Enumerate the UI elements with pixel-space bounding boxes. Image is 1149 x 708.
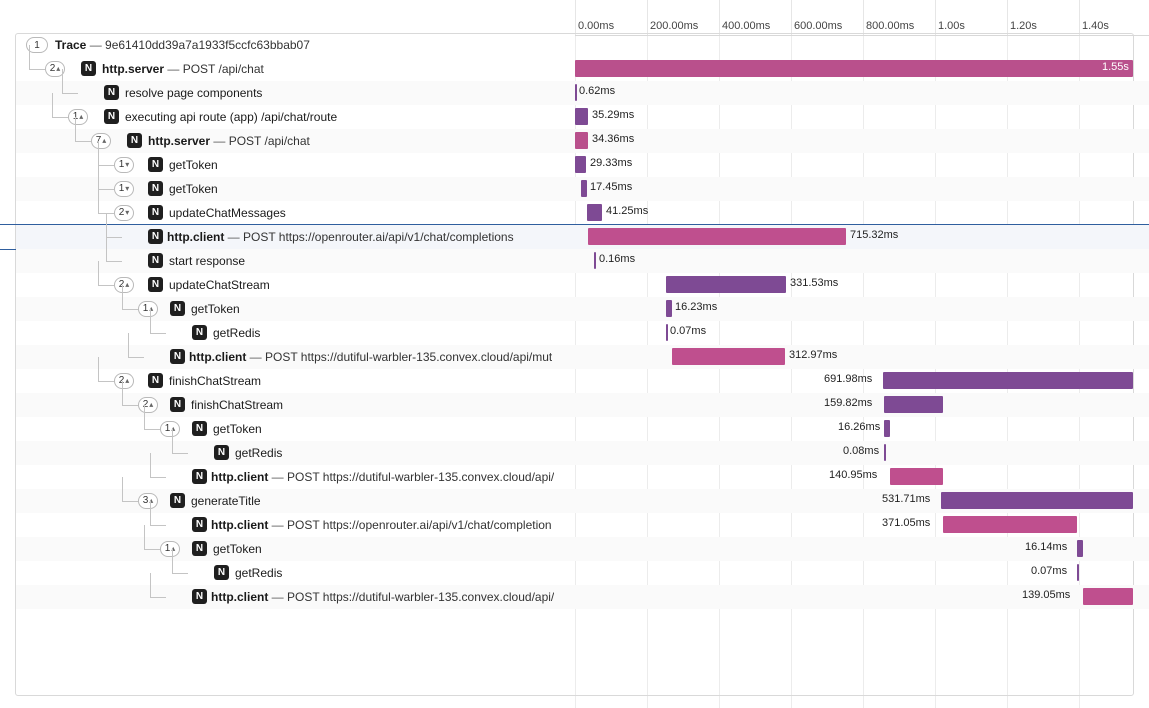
nextjs-service-icon: N	[214, 445, 229, 460]
span-separator: —	[246, 350, 265, 364]
span-label-text	[169, 374, 261, 388]
span-title: http.server	[148, 134, 211, 148]
ruler-tick-label: 800.00ms	[866, 20, 915, 32]
span-label	[0, 417, 575, 441]
ruler-tick-label: 1.40s	[1082, 20, 1109, 32]
row-timeline-background	[575, 177, 1149, 201]
child-count-label: 7	[95, 135, 102, 146]
nextjs-service-icon: N	[170, 301, 185, 316]
table-row[interactable]	[0, 57, 1149, 81]
span-label-text	[211, 518, 552, 532]
row-timeline-background	[575, 81, 1149, 105]
child-count-label: 2	[118, 279, 125, 290]
span-label	[0, 489, 575, 513]
span-duration-bar[interactable]	[594, 252, 596, 269]
span-duration-bar[interactable]	[672, 348, 785, 365]
row-timeline-background	[575, 345, 1149, 369]
table-row[interactable]	[0, 81, 1149, 105]
span-subtitle: POST https://dutiful-warbler-135.convex.cloud/api/	[287, 590, 555, 604]
span-label-text	[191, 302, 240, 316]
span-subtitle: POST /api/chat	[182, 62, 264, 76]
nextjs-service-icon: N	[148, 253, 163, 268]
span-label	[0, 177, 575, 201]
span-title: http.client	[167, 230, 225, 244]
span-duration-bar[interactable]	[941, 492, 1133, 509]
table-row[interactable]	[0, 225, 1149, 249]
span-duration-bar[interactable]	[575, 84, 577, 101]
span-duration-label: 1.55s	[1102, 61, 1129, 73]
row-timeline-background	[575, 321, 1149, 345]
span-label-text	[167, 230, 514, 244]
ruler-tick-label: 0.00ms	[578, 20, 615, 32]
span-duration-label: 29.33ms	[590, 157, 633, 169]
nextjs-service-icon: N	[170, 349, 185, 364]
chevron-up-icon: ▴	[171, 544, 176, 553]
span-duration-label: 34.36ms	[592, 133, 635, 145]
table-row[interactable]	[0, 369, 1149, 393]
span-duration-bar[interactable]	[884, 444, 886, 461]
span-duration-label: 16.26ms	[838, 421, 881, 433]
span-subtitle: POST https://openrouter.ai/api/v1/chat/completions	[243, 230, 514, 244]
span-duration-bar[interactable]	[1083, 588, 1133, 605]
nextjs-service-icon: N	[148, 181, 163, 196]
span-label	[0, 321, 575, 345]
span-duration-label: 139.05ms	[1022, 589, 1071, 601]
nextjs-service-icon: N	[127, 133, 142, 148]
child-count-label: 1	[164, 543, 171, 554]
chevron-up-icon: ▴	[171, 424, 176, 433]
span-label	[0, 201, 575, 225]
table-row[interactable]	[0, 561, 1149, 585]
span-title: getToken	[191, 302, 240, 316]
child-count-label: 2	[118, 207, 125, 218]
nextjs-service-icon: N	[214, 565, 229, 580]
row-timeline-background	[575, 105, 1149, 129]
table-row[interactable]	[0, 321, 1149, 345]
span-label	[0, 465, 575, 489]
span-duration-bar[interactable]	[575, 60, 1133, 77]
span-title: getToken	[169, 158, 218, 172]
span-title: executing api route (app) /api/chat/route	[125, 110, 338, 124]
child-count-label: 1	[142, 303, 149, 314]
span-duration-bar[interactable]	[884, 396, 943, 413]
span-duration-label: 17.45ms	[590, 181, 633, 193]
span-title: updateChatMessages	[169, 206, 286, 220]
nextjs-service-icon: N	[148, 373, 163, 388]
span-separator: —	[86, 38, 106, 52]
chevron-up-icon: ▴	[149, 496, 154, 505]
span-label-text	[213, 326, 260, 340]
span-label-text	[169, 278, 270, 292]
span-duration-label: 140.95ms	[829, 469, 878, 481]
span-duration-label: 0.07ms	[670, 325, 707, 337]
nextjs-service-icon: N	[104, 85, 119, 100]
span-label	[0, 249, 575, 273]
span-title: getRedis	[213, 326, 261, 340]
span-label-text	[235, 566, 282, 580]
span-title: getRedis	[235, 446, 283, 460]
span-subtitle: POST https://dutiful-warbler-135.convex.cloud/api/	[287, 470, 555, 484]
table-row[interactable]	[0, 345, 1149, 369]
span-duration-label: 0.08ms	[843, 445, 880, 457]
ruler-tick-label: 1.00s	[938, 20, 965, 32]
span-label-text	[211, 590, 554, 604]
nextjs-service-icon: N	[170, 397, 185, 412]
span-label-text	[102, 62, 264, 76]
ruler-tick-label: 1.20s	[1010, 20, 1037, 32]
span-label	[0, 513, 575, 537]
span-duration-bar[interactable]	[575, 156, 586, 173]
ruler-tick-label: 400.00ms	[722, 20, 771, 32]
span-duration-bar[interactable]	[1077, 564, 1079, 581]
span-label	[0, 225, 575, 249]
span-label	[0, 345, 575, 369]
span-duration-bar[interactable]	[666, 324, 668, 341]
table-row[interactable]	[0, 489, 1149, 513]
span-separator: —	[164, 62, 183, 76]
span-label-text	[189, 350, 552, 364]
span-label	[0, 393, 575, 417]
span-duration-label: 159.82ms	[824, 397, 873, 409]
span-title: start response	[169, 254, 246, 268]
nextjs-service-icon: N	[148, 229, 163, 244]
table-row[interactable]	[0, 153, 1149, 177]
nextjs-service-icon: N	[192, 469, 207, 484]
span-duration-label: 371.05ms	[882, 517, 931, 529]
span-duration-label: 35.29ms	[592, 109, 635, 121]
span-title: Trace	[55, 38, 87, 52]
span-title: getToken	[213, 422, 262, 436]
span-duration-label: 16.23ms	[675, 301, 718, 313]
span-duration-label: 41.25ms	[606, 205, 649, 217]
ruler-tick-label: 600.00ms	[794, 20, 843, 32]
chevron-down-icon: ▾	[125, 184, 130, 193]
span-duration-label: 0.07ms	[1031, 565, 1068, 577]
span-title: finishChatStream	[169, 374, 262, 388]
span-subtitle: 9e61410dd39a7a1933f5ccfc63bbab07	[105, 38, 310, 52]
nextjs-service-icon: N	[192, 325, 207, 340]
span-duration-bar[interactable]	[588, 228, 846, 245]
span-title: getToken	[169, 182, 218, 196]
trace-root-badge: 1	[26, 37, 48, 53]
span-duration-label: 16.14ms	[1025, 541, 1068, 553]
span-label-text	[55, 38, 310, 52]
span-duration-bar[interactable]	[883, 372, 1133, 389]
table-row[interactable]	[0, 273, 1149, 297]
span-subtitle: POST https://dutiful-warbler-135.convex.cloud/api/mut	[265, 350, 553, 364]
span-label	[0, 297, 575, 321]
span-title: http.client	[211, 470, 269, 484]
row-timeline-background	[575, 297, 1149, 321]
chevron-up-icon: ▴	[149, 304, 154, 313]
nextjs-service-icon: N	[192, 421, 207, 436]
span-duration-bar[interactable]	[575, 108, 588, 125]
nextjs-service-icon: N	[148, 205, 163, 220]
span-duration-bar[interactable]	[587, 204, 602, 221]
span-duration-bar[interactable]	[890, 468, 943, 485]
chevron-down-icon: ▾	[125, 160, 130, 169]
child-count-label: 2	[142, 399, 149, 410]
span-label	[0, 105, 575, 129]
nextjs-service-icon: N	[192, 589, 207, 604]
span-duration-label: 0.62ms	[579, 85, 616, 97]
span-label-text	[211, 470, 554, 484]
child-count-label: 1	[118, 183, 125, 194]
span-label	[0, 273, 575, 297]
child-count-label: 3	[142, 495, 149, 506]
span-subtitle: POST /api/chat	[228, 134, 310, 148]
span-label-text	[169, 206, 286, 220]
span-label-text	[169, 254, 245, 268]
span-separator: —	[268, 518, 287, 532]
span-label	[0, 441, 575, 465]
table-row[interactable]	[0, 297, 1149, 321]
span-duration-bar[interactable]	[575, 132, 588, 149]
span-label	[0, 561, 575, 585]
row-timeline-background	[575, 153, 1149, 177]
chevron-up-icon: ▴	[56, 64, 61, 73]
child-count-label: 1	[164, 423, 171, 434]
span-title: http.server	[102, 62, 165, 76]
nextjs-service-icon: N	[170, 493, 185, 508]
chevron-up-icon: ▴	[149, 400, 154, 409]
span-label-text	[169, 158, 218, 172]
child-count-label: 1	[118, 159, 125, 170]
chevron-up-icon: ▴	[125, 280, 130, 289]
span-label-text	[125, 86, 262, 100]
nextjs-service-icon: N	[81, 61, 96, 76]
span-title: http.client	[211, 518, 269, 532]
span-label-text	[213, 542, 262, 556]
nextjs-service-icon: N	[148, 157, 163, 172]
span-label-text	[169, 182, 218, 196]
span-title: http.client	[211, 590, 269, 604]
table-row[interactable]	[0, 513, 1149, 537]
table-row[interactable]	[0, 129, 1149, 153]
table-row[interactable]	[0, 393, 1149, 417]
child-count-label: 2	[118, 375, 125, 386]
span-separator: —	[268, 470, 287, 484]
table-row[interactable]	[0, 33, 1149, 57]
span-duration-label: 0.16ms	[599, 253, 636, 265]
table-row[interactable]	[0, 105, 1149, 129]
timeline-ruler	[575, 0, 1149, 36]
span-duration-bar[interactable]	[1077, 540, 1083, 557]
span-separator: —	[224, 230, 243, 244]
span-label-text	[125, 110, 337, 124]
span-duration-label: 531.71ms	[882, 493, 931, 505]
span-separator: —	[268, 590, 287, 604]
table-row[interactable]	[0, 201, 1149, 225]
row-timeline-background	[575, 249, 1149, 273]
table-row[interactable]	[0, 585, 1149, 609]
table-row[interactable]	[0, 441, 1149, 465]
ruler-tick-label: 200.00ms	[650, 20, 699, 32]
chevron-up-icon: ▴	[125, 376, 130, 385]
span-label	[0, 33, 575, 57]
span-duration-bar[interactable]	[666, 276, 786, 293]
row-timeline-background	[575, 201, 1149, 225]
span-label-text	[191, 494, 261, 508]
span-subtitle: POST https://openrouter.ai/api/v1/chat/completion	[287, 518, 552, 532]
span-duration-label: 691.98ms	[824, 373, 873, 385]
chevron-down-icon: ▾	[125, 208, 130, 217]
table-row[interactable]	[0, 249, 1149, 273]
span-title: http.client	[189, 350, 247, 364]
table-row[interactable]	[0, 465, 1149, 489]
span-label	[0, 129, 575, 153]
span-label-text	[213, 422, 262, 436]
span-duration-bar[interactable]	[666, 300, 672, 317]
child-count-label: 1	[72, 111, 79, 122]
span-label	[0, 57, 575, 81]
span-title: updateChatStream	[169, 278, 270, 292]
span-row-list	[0, 33, 1149, 708]
row-timeline-background	[575, 273, 1149, 297]
span-duration-label: 331.53ms	[790, 277, 839, 289]
child-count-label: 2	[49, 63, 56, 74]
row-timeline-background	[575, 129, 1149, 153]
nextjs-service-icon: N	[192, 541, 207, 556]
span-duration-label: 312.97ms	[789, 349, 838, 361]
span-title: getToken	[213, 542, 262, 556]
span-duration-bar[interactable]	[884, 420, 890, 437]
span-label	[0, 369, 575, 393]
span-label	[0, 81, 575, 105]
span-duration-bar[interactable]	[581, 180, 587, 197]
span-duration-bar[interactable]	[943, 516, 1077, 533]
span-label	[0, 537, 575, 561]
nextjs-service-icon: N	[104, 109, 119, 124]
span-label-text	[148, 134, 310, 148]
span-label	[0, 153, 575, 177]
span-title: resolve page components	[125, 86, 263, 100]
chevron-up-icon: ▴	[102, 136, 107, 145]
span-label-text	[235, 446, 282, 460]
span-label	[0, 585, 575, 609]
span-title: finishChatStream	[191, 398, 284, 412]
span-title: generateTitle	[191, 494, 261, 508]
row-timeline-background	[575, 33, 1149, 57]
span-label-text	[191, 398, 283, 412]
nextjs-service-icon: N	[148, 277, 163, 292]
span-duration-label: 715.32ms	[850, 229, 899, 241]
nextjs-service-icon: N	[192, 517, 207, 532]
span-title: getRedis	[235, 566, 283, 580]
span-separator: —	[210, 134, 229, 148]
table-row[interactable]	[0, 177, 1149, 201]
chevron-up-icon: ▴	[79, 112, 84, 121]
